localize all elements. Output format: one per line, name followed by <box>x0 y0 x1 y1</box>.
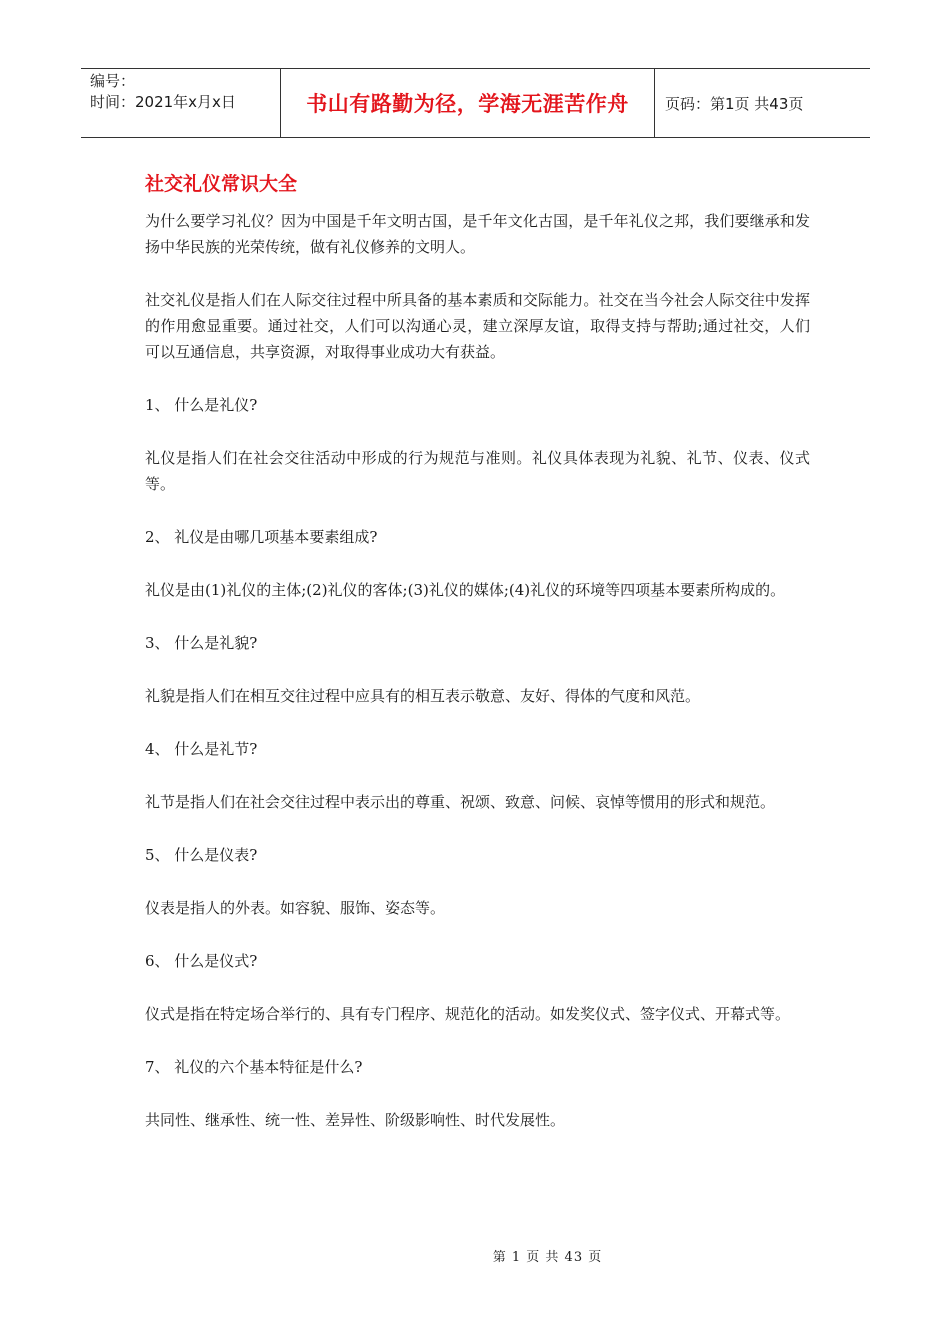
document-number-label: 编号： <box>90 72 136 90</box>
section-heading: 3、 什么是礼貌? <box>145 634 258 652</box>
paragraph: 仪式是指在特定场合举行的、具有专门程序、规范化的活动。如发奖仪式、签字仪式、开幕式等。 <box>145 1005 791 1023</box>
document-title: 社交礼仪常识大全 <box>145 173 298 195</box>
header-motto: 书山有路勤为径，学海无涯苦作舟 <box>281 69 655 137</box>
paragraph: 社交礼仪是指人们在人际交往过程中所具备的基本素质和交际能力。社交在当今社会人际交往中发挥的作用愈显重要。通过社交，人们可以沟通心灵，建立深厚友谊，取得支持与帮助;通过社交，人们可以互通信息，共享资源，对取得事业成功大有获益。 <box>145 291 810 361</box>
paragraph: 为什么要学习礼仪？因为中国是千年文明古国，是千年文化古国，是千年礼仪之邦，我们要继承和发扬中华民族的光荣传统，做有礼仪修养的文明人。 <box>145 212 810 256</box>
section-heading: 6、 什么是仪式? <box>145 952 258 970</box>
section-heading: 4、 什么是礼节? <box>145 740 258 758</box>
section-heading: 5、 什么是仪表? <box>145 846 258 864</box>
paragraph: 仪表是指人的外表。如容貌、服饰、姿态等。 <box>145 899 446 917</box>
section-heading: 7、 礼仪的六个基本特征是什么? <box>145 1058 363 1076</box>
header-meta <box>81 69 281 137</box>
document-body <box>145 170 810 1133</box>
paragraph: 礼貌是指人们在相互交往过程中应具有的相互表示敬意、友好、得体的气度和风范。 <box>145 687 701 705</box>
header-page-info: 页码：第1页 共43页 <box>665 94 804 113</box>
page-footer: 第 1 页 共 43 页 <box>492 1250 603 1265</box>
paragraph: 礼仪是指人们在社会交往活动中形成的行为规范与准则。礼仪具体表现为礼貌、礼节、仪表、仪式等。 <box>145 449 810 493</box>
paragraph: 共同性、继承性、统一性、差异性、阶级影响性、时代发展性。 <box>145 1111 566 1129</box>
page-header <box>81 68 870 138</box>
paragraph: 礼节是指人们在社会交往过程中表示出的尊重、祝颂、致意、问候、哀悼等惯用的形式和规范。 <box>145 793 776 811</box>
section-heading: 1、 什么是礼仪? <box>145 396 258 414</box>
section-heading: 2、 礼仪是由哪几项基本要素组成? <box>145 528 378 546</box>
document-date: 时间：2021年x月x日 <box>90 93 236 111</box>
paragraph: 礼仪是由(1)礼仪的主体;(2)礼仪的客体;(3)礼仪的媒体;(4)礼仪的环境等四项基本要素所构成的。 <box>145 581 786 599</box>
